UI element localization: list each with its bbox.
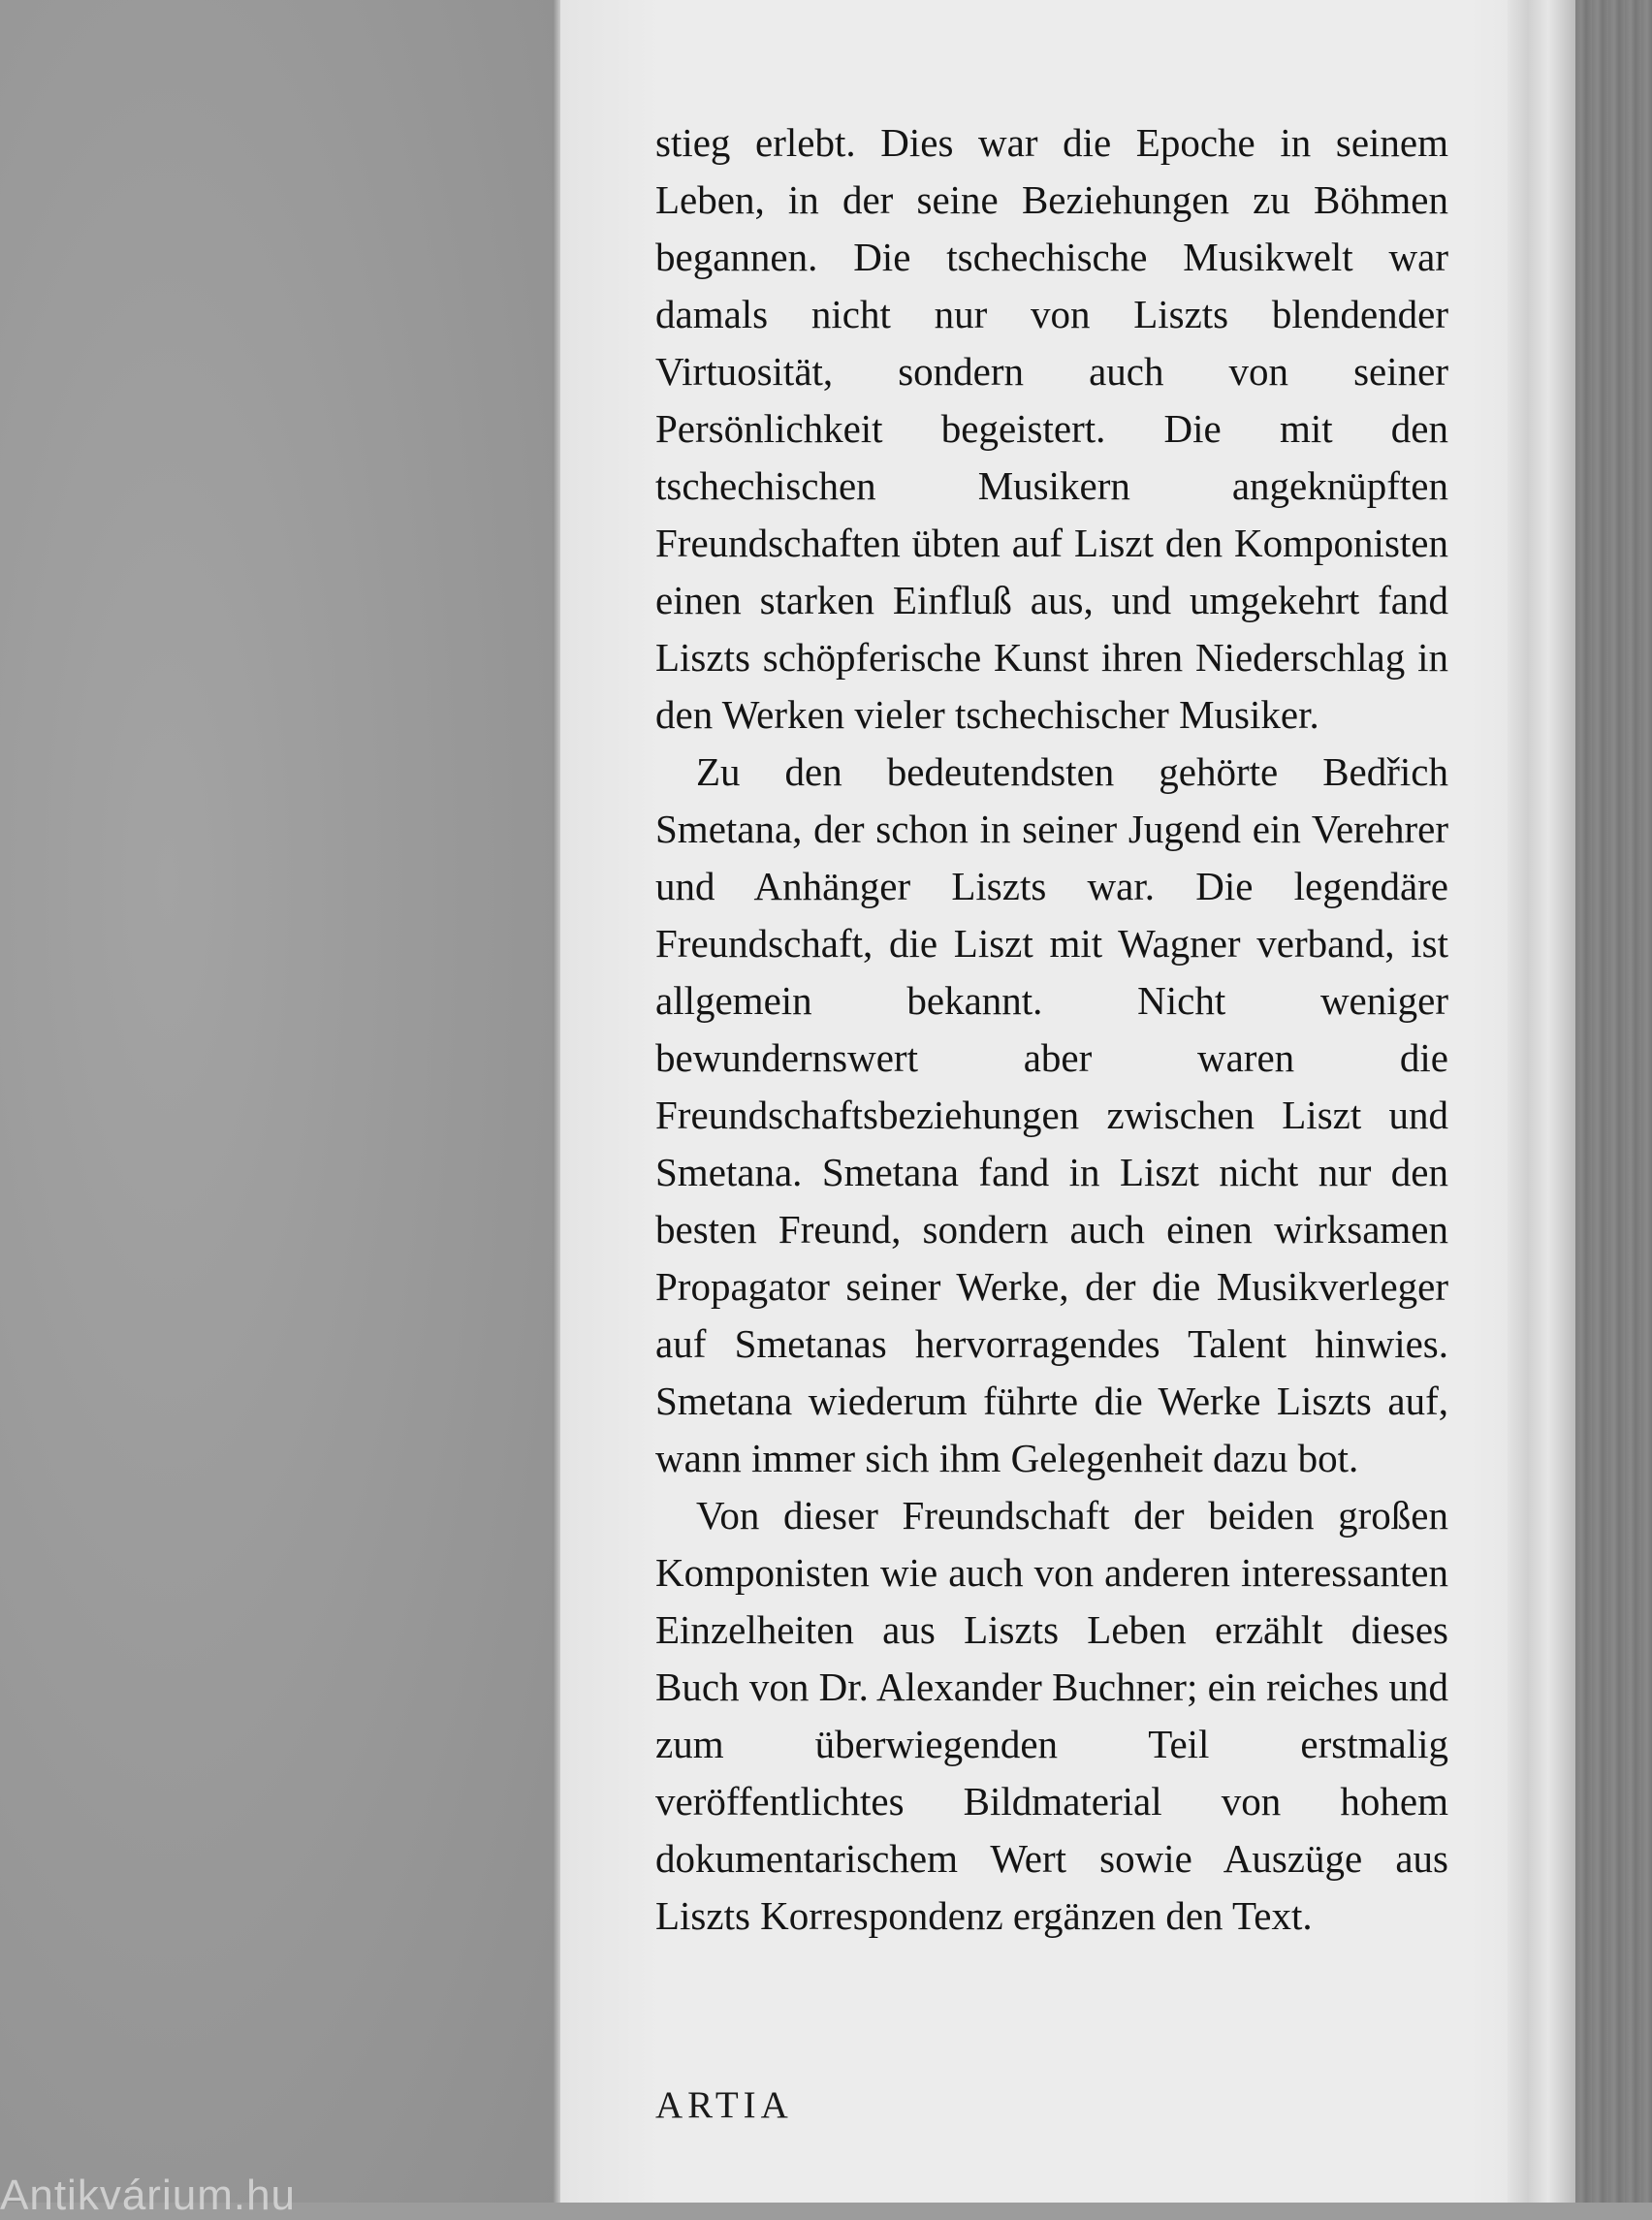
paragraph-3: Von dieser Freundschaft der beiden großen Komponisten wie auch von anderen interessanten Einzelheiten aus Liszts Leben erzählt dieses Buch von Dr. Alexander Buchner; ein reiches und zum überwiegenden Teil erstmalig veröffentlichtes Bildmaterial von hohem dokumentarischem Wert sowie Auszüge aus Liszts Korrespondenz ergänzen den Text.: [655, 1493, 1448, 1938]
wooden-background: [1575, 0, 1652, 2203]
book-cover-board: [0, 0, 560, 2203]
watermark: Antikvárium.hu: [0, 2172, 297, 2219]
flap-text: [655, 114, 1448, 1945]
paragraph-1: stieg erlebt. Dies war die Epoche in seinem Leben, in der seine Beziehungen zu Böhmen begannen. Die tschechische Musikwelt war damals nicht nur von Liszts blendender Virtuosität, sondern auch von seiner Persönlichkeit begeistert. Die mit den tschechischen Musikern angeknüpften Freundschaften übten auf Liszt den Komponisten einen starken Einfluß aus, und umgekehrt fand Liszts schöpferische Kunst ihren Niederschlag in den Werken vieler tschechischer Musiker.: [655, 120, 1448, 737]
paragraph-2: Zu den bedeutendsten gehörte Bedřich Smetana, der schon in seiner Jugend ein Verehrer und Anhänger Liszts war. Die legendäre Freundschaft, die Liszt mit Wagner verband, ist allgemein bekannt. Nicht weniger bewundernswert aber waren die Freundschaftsbeziehungen zwischen Liszt und Smetana. Smetana fand in Liszt nicht nur den besten Freund, sondern auch einen wirksamen Propagator seiner Werke, der die Musikverleger auf Smetanas hervorragendes Talent hinwies. Smetana wiederum führte die Werke Liszts auf, wann immer sich ihm Gelegenheit dazu bot.: [655, 749, 1448, 1480]
flap-fold: [1508, 0, 1575, 2203]
publisher-name: ARTIA: [655, 2084, 793, 2126]
